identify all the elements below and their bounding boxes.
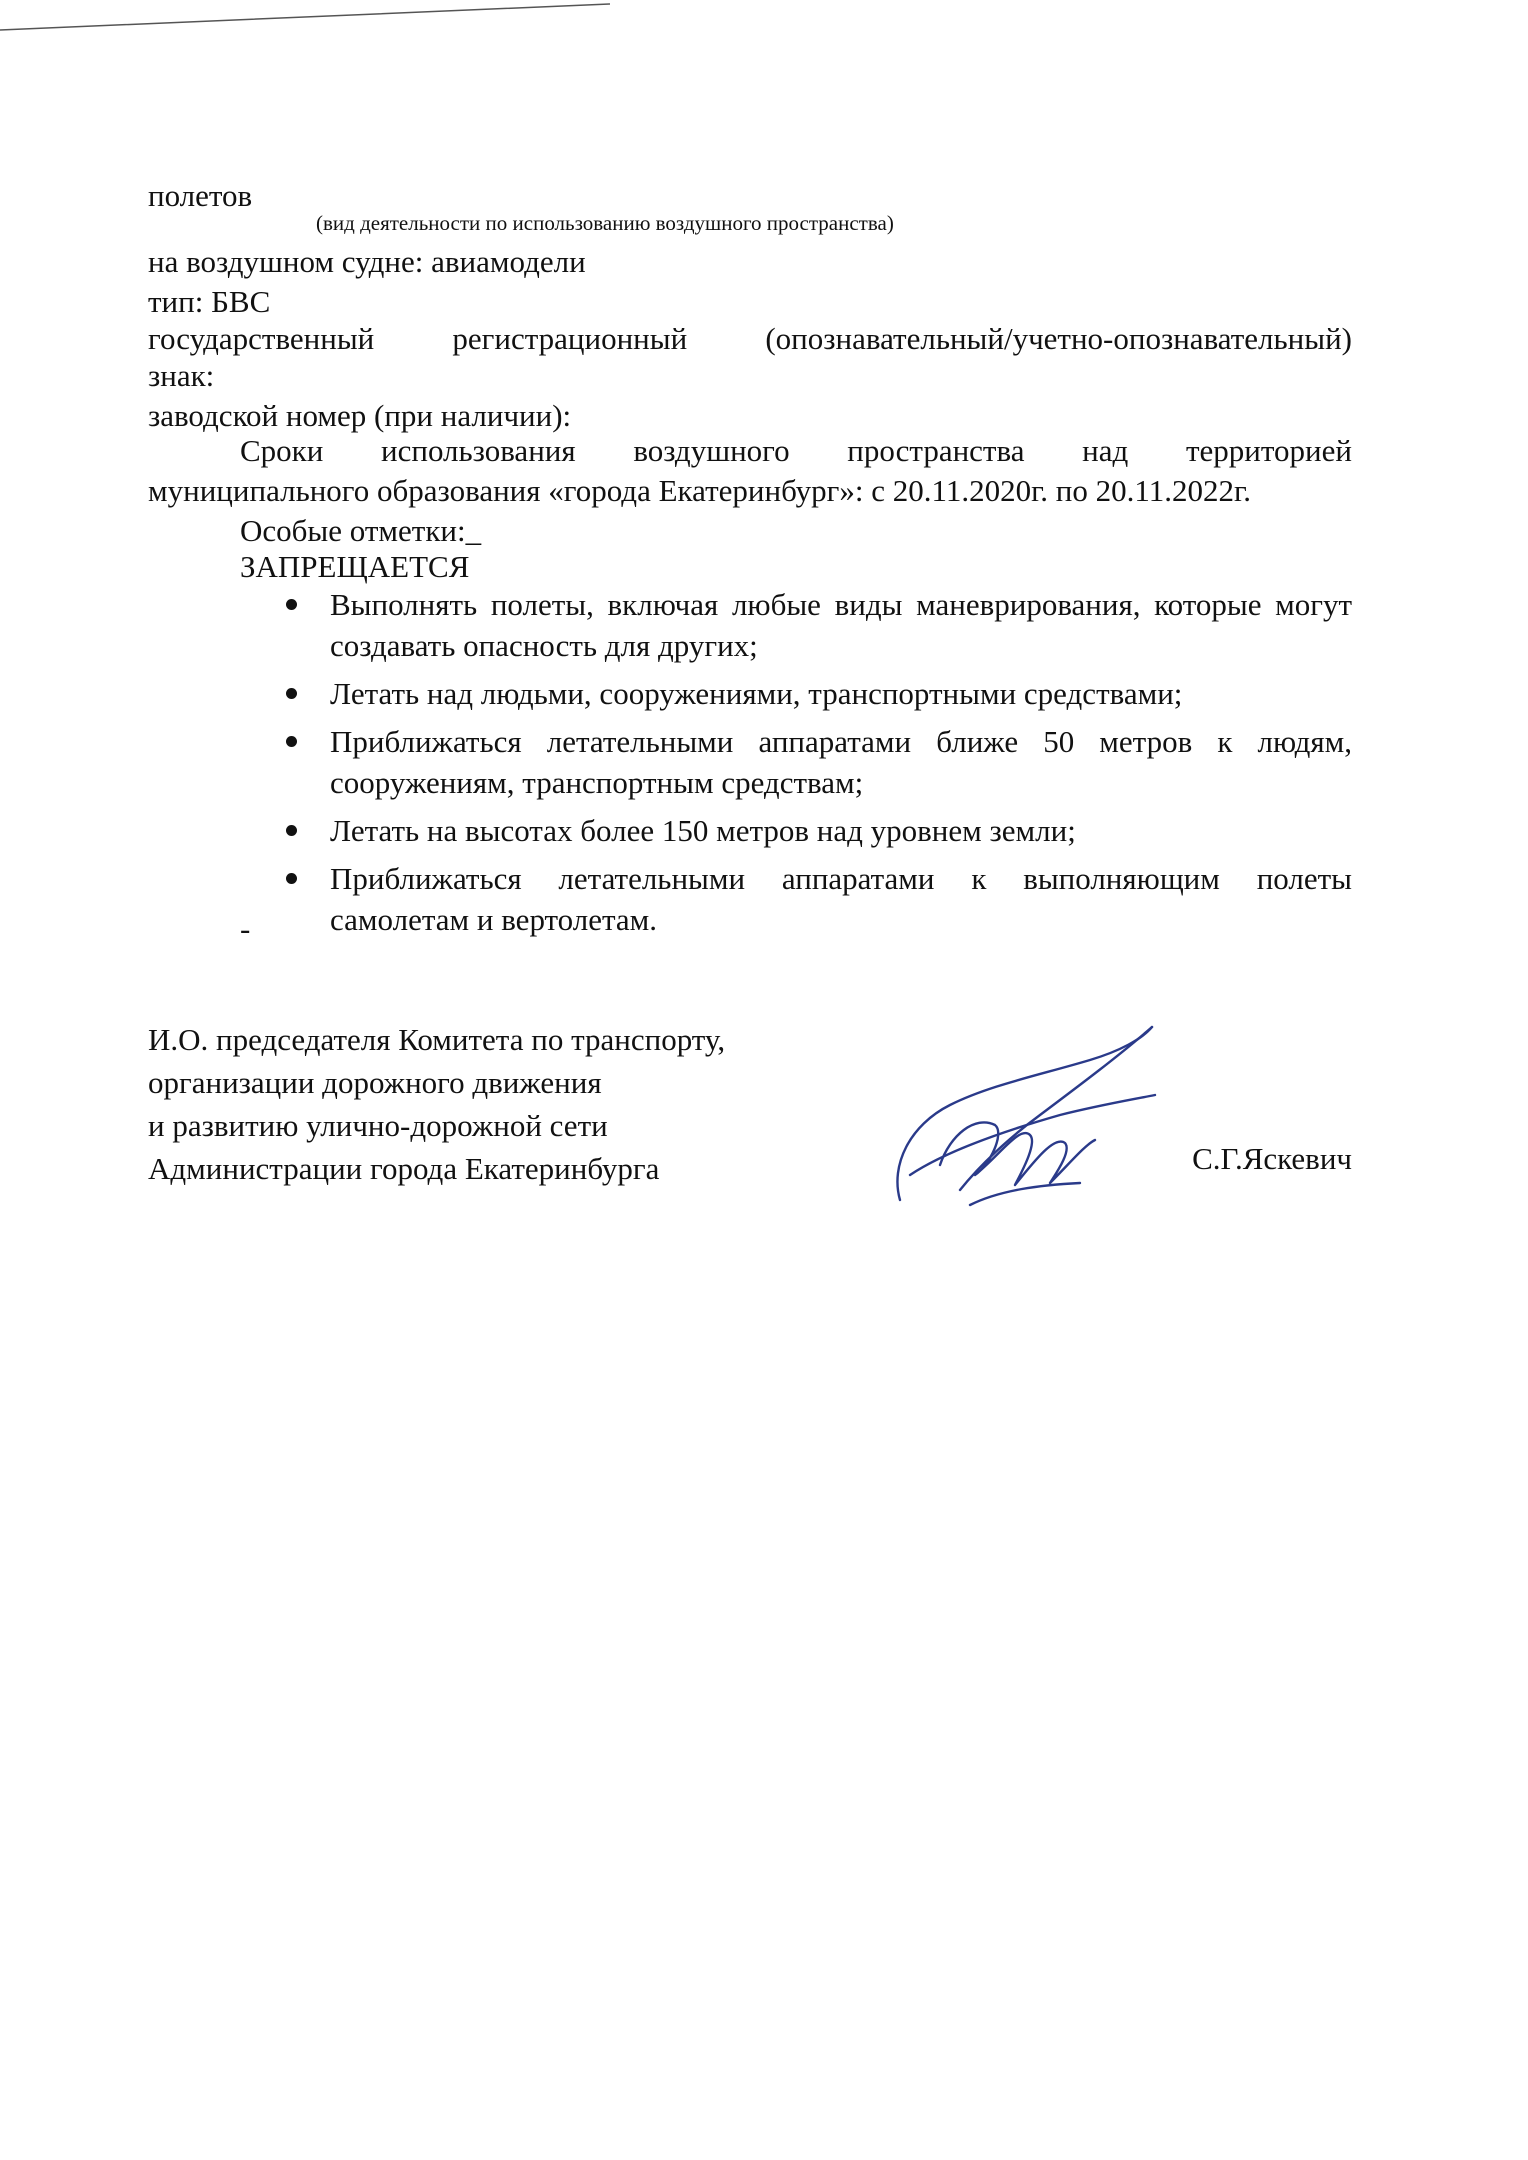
list-item bbox=[280, 673, 1352, 714]
registration-sign-label: знак: bbox=[148, 358, 215, 393]
period-line-2: муниципального образования «города Екатеринбург»: с 20.11.2020г. по 20.11.2022г. bbox=[148, 473, 1251, 508]
period-word-2: использования bbox=[381, 433, 576, 468]
aircraft-line: на воздушном судне: авиамодели bbox=[148, 244, 586, 279]
bullet-icon bbox=[286, 599, 297, 610]
scan-edge-line bbox=[0, 0, 620, 40]
registration-sign-line bbox=[148, 320, 1352, 358]
signer-name: С.Г.Яскевич bbox=[1192, 1141, 1352, 1176]
list-item bbox=[280, 810, 1352, 851]
position-line-4: Администрации города Екатеринбурга bbox=[148, 1151, 660, 1186]
activity-value: полетов bbox=[148, 178, 253, 213]
special-marks: Особые отметки:_ bbox=[240, 513, 482, 548]
bullet-icon bbox=[286, 736, 297, 747]
activity-caption: (вид деятельности по использованию воздушного пространства) bbox=[316, 211, 894, 235]
period-word-1: Сроки bbox=[240, 433, 324, 468]
prohibition-text: Летать над людьми, сооружениями, транспортными средствами; bbox=[330, 676, 1183, 711]
prohibition-text: Выполнять полеты, включая любые виды маневрирования, которые могут создавать опасность для других; bbox=[330, 587, 1352, 663]
bullet-icon bbox=[286, 873, 297, 884]
dash-mark: - bbox=[240, 911, 251, 946]
reg-word-2: регистрационный bbox=[452, 321, 688, 356]
list-item bbox=[280, 721, 1352, 803]
position-line-3: и развитию улично-дорожной сети bbox=[148, 1108, 608, 1143]
handwritten-signature bbox=[880, 1015, 1170, 1215]
prohibition-text: Приближаться летательными аппаратами ближе 50 метров к людям, сооружениям, транспортным средствам; bbox=[330, 724, 1352, 800]
prohibitions-list bbox=[280, 584, 1352, 947]
period-word-4: пространства bbox=[847, 433, 1025, 468]
period-word-3: воздушного bbox=[633, 433, 790, 468]
prohibition-text: Приближаться летательными аппаратами к выполняющим полеты самолетам и вертолетам. bbox=[330, 861, 1352, 937]
signatory-position bbox=[148, 1018, 725, 1190]
list-item bbox=[280, 858, 1352, 940]
reg-word-3: (опознавательный/учетно-опознавательный) bbox=[765, 321, 1352, 356]
period-line-1 bbox=[240, 432, 1352, 470]
reg-word-1: государственный bbox=[148, 321, 375, 356]
period-word-5: над bbox=[1082, 433, 1129, 468]
serial-number-line: заводской номер (при наличии): bbox=[148, 398, 572, 433]
prohibition-text: Летать на высотах более 150 метров над уровнем земли; bbox=[330, 813, 1076, 848]
prohibited-heading: ЗАПРЕЩАЕТСЯ bbox=[240, 549, 470, 584]
period-word-6: территорией bbox=[1185, 433, 1352, 468]
position-line-2: организации дорожного движения bbox=[148, 1065, 602, 1100]
bullet-icon bbox=[286, 688, 297, 699]
type-line: тип: БВС bbox=[148, 284, 271, 319]
list-item bbox=[280, 584, 1352, 666]
position-line-1: И.О. председателя Комитета по транспорту, bbox=[148, 1022, 726, 1057]
bullet-icon bbox=[286, 825, 297, 836]
